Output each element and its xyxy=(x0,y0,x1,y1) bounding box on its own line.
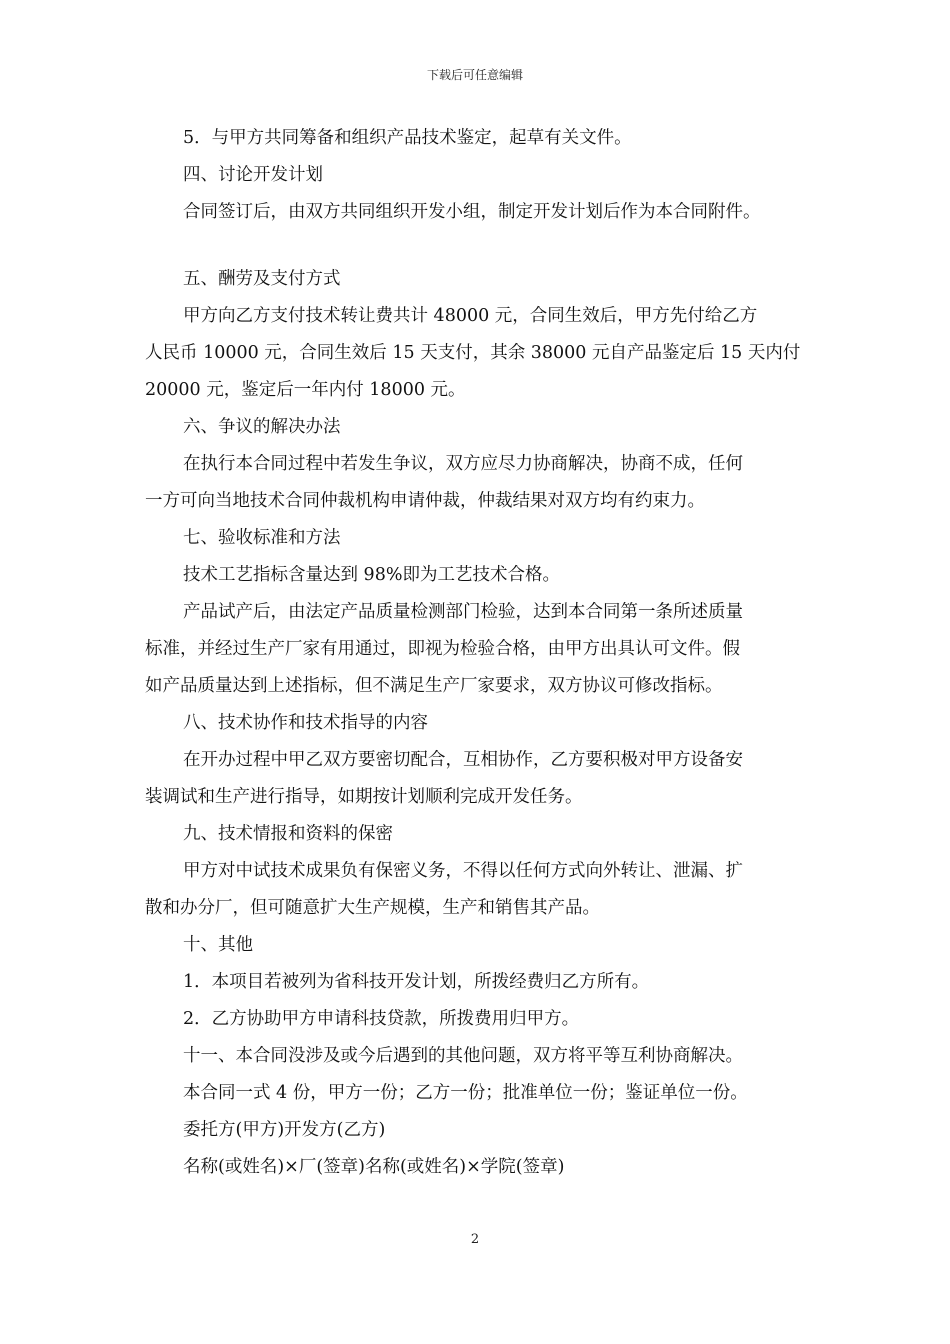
section-heading-other: 十、其他 xyxy=(183,935,253,955)
paragraph-dispute-line-1: 在执行本合同过程中若发生争议，双方应尽力协商解决，协商不成，任何 xyxy=(183,454,743,474)
page-number: 2 xyxy=(470,1232,480,1247)
document-body xyxy=(145,120,815,1186)
paragraph-trial-line-1: 产品试产后，由法定产品质量检测部门检验，达到本合同第一条所述质量 xyxy=(183,602,743,622)
paragraph-payment-line-1: 甲方向乙方支付技术转让费共计 48000 元，合同生效后，甲方先付给乙方 xyxy=(183,306,758,326)
clause-other-1: 1．本项目若被列为省科技开发计划，所拨经费归乙方所有。 xyxy=(183,972,650,992)
paragraph-development-plan: 合同签订后，由双方共同组织开发小组，制定开发计划后作为本合同附件。 xyxy=(183,202,761,222)
section-heading-development-plan: 四、讨论开发计划 xyxy=(183,165,323,185)
section-heading-confidentiality: 九、技术情报和资料的保密 xyxy=(183,824,393,844)
section-heading-misc: 十一、本合同没涉及或今后遇到的其他问题，双方将平等互利协商解决。 xyxy=(183,1046,743,1066)
section-heading-acceptance: 七、验收标准和方法 xyxy=(183,528,341,548)
paragraph-copies: 本合同一式 4 份，甲方一份；乙方一份；批准单位一份；鉴证单位一份。 xyxy=(183,1083,748,1103)
paragraph-payment-line-2: 人民币 10000 元，合同生效后 15 天支付，其余 38000 元自产品鉴定后 15 天内付 xyxy=(145,343,801,363)
paragraph-cooperation-line-1: 在开办过程中甲乙双方要密切配合，互相协作，乙方要积极对甲方设备安 xyxy=(183,750,743,770)
signature-names-line: 名称(或姓名)×厂(签章)名称(或姓名)×学院(签章) xyxy=(183,1157,565,1177)
section-heading-cooperation: 八、技术协作和技术指导的内容 xyxy=(183,713,428,733)
section-heading-dispute: 六、争议的解决办法 xyxy=(183,417,341,437)
paragraph-confidentiality-line-1: 甲方对中试技术成果负有保密义务，不得以任何方式向外转让、泄漏、扩 xyxy=(183,861,743,881)
paragraph-trial-line-2: 标准，并经过生产厂家有用通过，即视为检验合格，由甲方出具认可文件。假 xyxy=(145,639,740,659)
paragraph-payment-line-3: 20000 元，鉴定后一年内付 18000 元。 xyxy=(145,380,466,400)
clause-other-2: 2．乙方协助甲方申请科技贷款，所拨费用归甲方。 xyxy=(183,1009,580,1029)
section-heading-payment: 五、酬劳及支付方式 xyxy=(183,269,341,289)
paragraph-acceptance-criteria: 技术工艺指标含量达到 98%即为工艺技术合格。 xyxy=(183,565,560,585)
clause-item-5: 5．与甲方共同筹备和组织产品技术鉴定，起草有关文件。 xyxy=(183,128,632,148)
page-header: 下载后可任意编辑 xyxy=(426,68,523,82)
paragraph-dispute-line-2: 一方可向当地技术合同仲裁机构申请仲裁，仲裁结果对双方均有约束力。 xyxy=(145,491,705,511)
paragraph-confidentiality-line-2: 散和办分厂，但可随意扩大生产规模，生产和销售其产品。 xyxy=(145,898,600,918)
signature-parties-line: 委托方(甲方)开发方(乙方) xyxy=(183,1120,386,1140)
paragraph-trial-line-3: 如产品质量达到上述指标，但不满足生产厂家要求，双方协议可修改指标。 xyxy=(145,676,723,696)
paragraph-cooperation-line-2: 装调试和生产进行指导，如期按计划顺利完成开发任务。 xyxy=(145,787,583,807)
